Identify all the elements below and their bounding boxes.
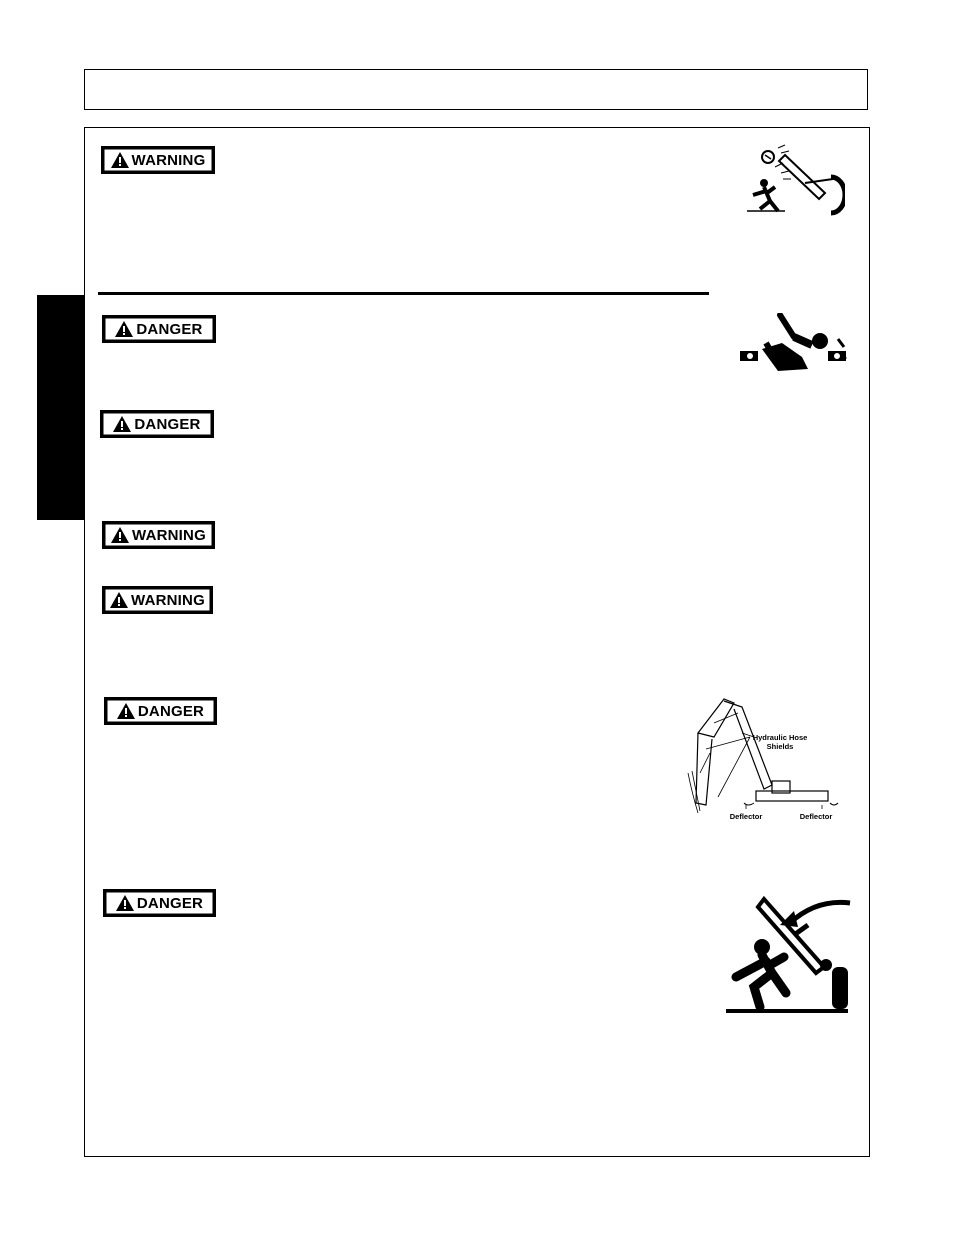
danger-signal-panel <box>102 315 216 343</box>
deflector-right-label: Deflector <box>799 812 833 821</box>
signal-word: DANGER <box>134 415 201 433</box>
crushing-pictogram-icon <box>738 313 850 375</box>
alert-triangle-icon <box>117 703 135 719</box>
section-divider <box>98 292 709 295</box>
signal-word: WARNING <box>131 591 205 609</box>
alert-triangle-icon <box>111 527 129 543</box>
alert-triangle-icon <box>111 152 129 168</box>
signal-word: WARNING <box>131 151 206 169</box>
alert-triangle-icon <box>113 416 131 432</box>
signal-word: WARNING <box>132 526 206 544</box>
signal-word: DANGER <box>136 320 203 338</box>
deflector-left-label: Deflector <box>729 812 763 821</box>
warning-signal-panel <box>102 586 213 614</box>
thrown-object-pictogram-icon <box>745 143 845 217</box>
signal-word: DANGER <box>136 894 204 912</box>
danger-signal-panel <box>104 697 217 725</box>
alert-triangle-icon <box>110 592 128 608</box>
alert-triangle-icon <box>115 321 133 337</box>
signal-word: DANGER <box>137 702 205 720</box>
section-side-tab <box>37 295 84 520</box>
warning-signal-panel <box>102 521 215 549</box>
page-header-box <box>84 69 868 110</box>
falling-boom-pictogram-icon <box>724 895 852 1015</box>
warning-signal-panel <box>101 146 215 174</box>
danger-signal-panel <box>103 889 216 917</box>
hose-shields-label: Hydraulic Hose Shields <box>752 733 808 751</box>
boom-arm-diagram-icon <box>684 693 840 823</box>
danger-signal-panel <box>100 410 214 438</box>
alert-triangle-icon <box>116 895 134 911</box>
